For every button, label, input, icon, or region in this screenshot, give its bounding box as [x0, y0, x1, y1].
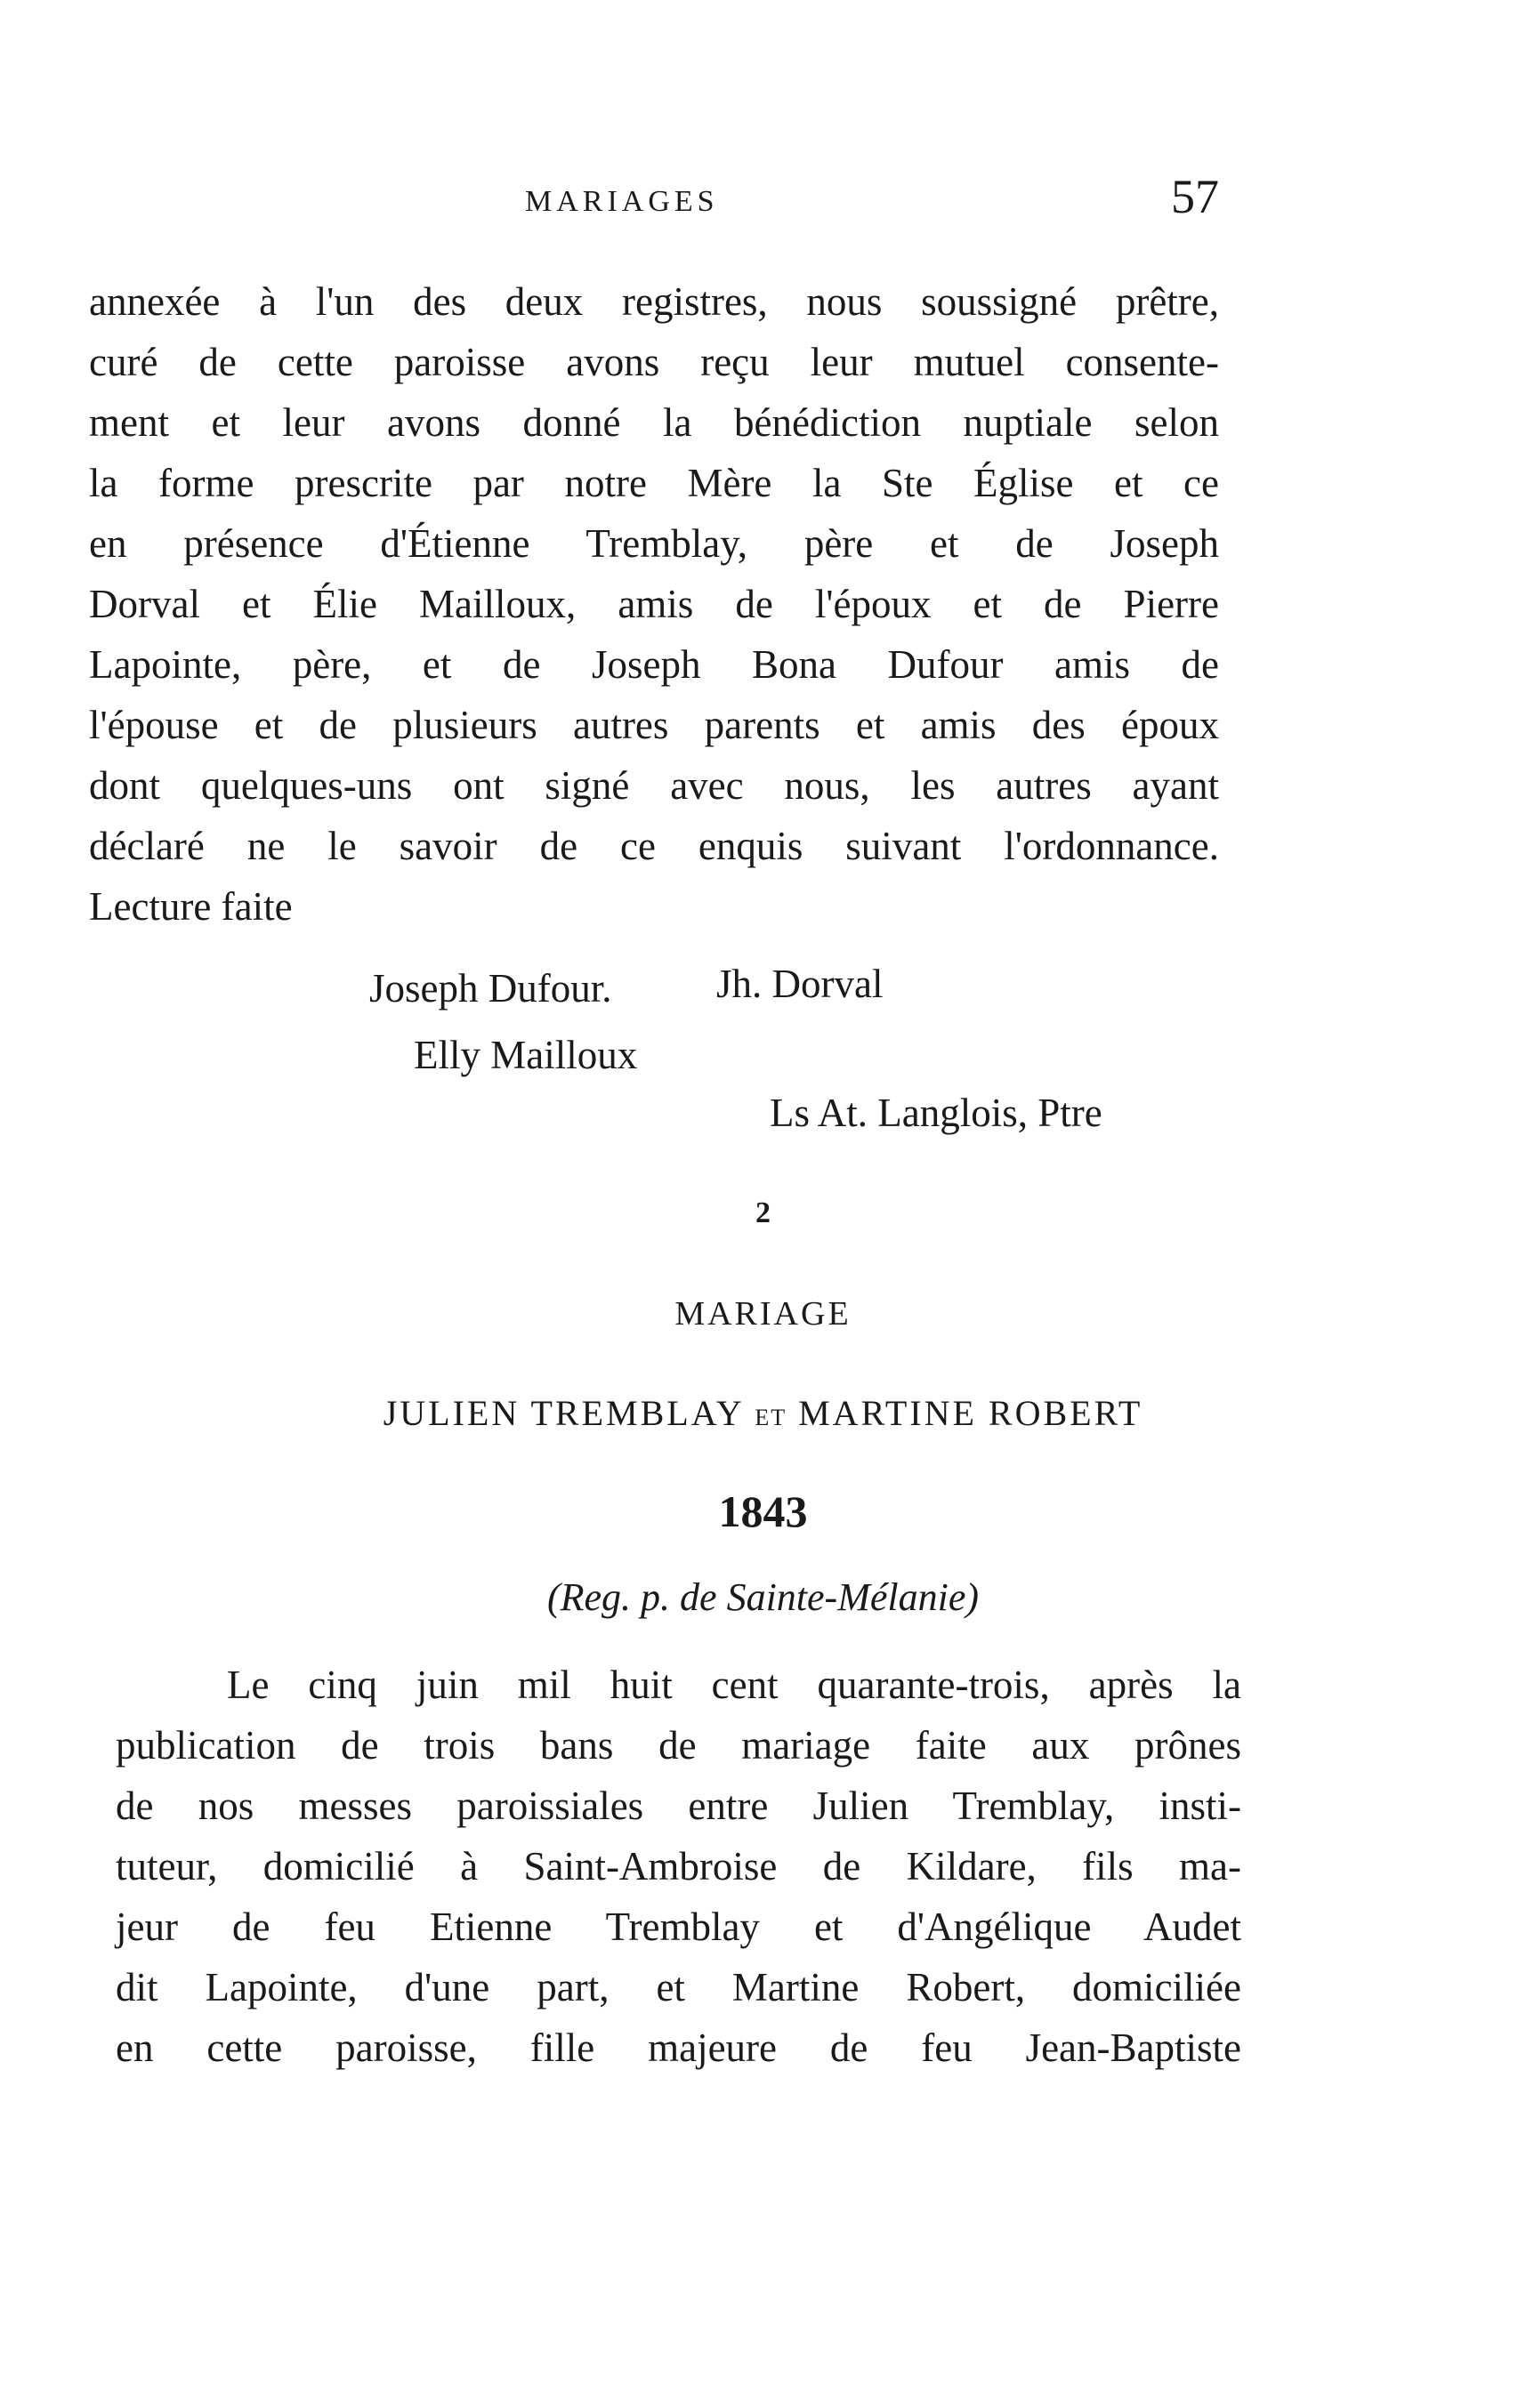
register-reference: (Reg. p. de Sainte-Mélanie): [546, 1575, 980, 1619]
text-line: ment et leur avons donné la bénédiction nuptiale selon: [89, 400, 1219, 445]
text-line: dit Lapointe, d'une part, et Martine Robert, domiciliée: [116, 1965, 1241, 2009]
text-line: en cette paroisse, fille majeure de feu Jean-Baptiste: [116, 2025, 1241, 2070]
text-line: de nos messes paroissiales entre Julien Tremblay, insti-: [116, 1784, 1241, 1828]
text-line-lecture: Lecture faite: [89, 884, 293, 929]
text-line: curé de cette paroisse avons reçu leur mutuel consente-: [89, 340, 1219, 384]
groom-name: JULIEN TREMBLAY: [383, 1393, 744, 1433]
text-line: tuteur, domicilié à Saint-Ambroise de Kildare, fils ma-: [116, 1844, 1241, 1889]
text-line: en présence d'Étienne Tremblay, père et de Joseph: [89, 521, 1219, 566]
signature-elly-mailloux: Elly Mailloux: [414, 1033, 638, 1077]
running-head: [89, 169, 1219, 231]
conjunction: ET: [755, 1405, 787, 1430]
text-line: déclaré ne le savoir de ce enquis suivant l'ordonnance.: [89, 824, 1219, 868]
entry-names-heading: [0, 1392, 1526, 1434]
text-line: la forme prescrite par notre Mère la Ste Église et ce: [89, 461, 1219, 505]
entry-body-text: [116, 1655, 1241, 2078]
text-line: l'épouse et de plusieurs autres parents et amis des époux: [89, 703, 1219, 747]
text-line: jeur de feu Etienne Tremblay et d'Angélique Audet: [116, 1905, 1241, 1949]
text-line: Dorval et Élie Mailloux, amis de l'époux et de Pierre: [89, 582, 1219, 626]
text-line: publication de trois bans de mariage faite aux prônes: [116, 1723, 1241, 1768]
entry-type-heading: MARIAGE: [674, 1295, 852, 1333]
signature-jh-dorval: Jh. Dorval: [716, 962, 884, 1006]
running-title: MARIAGES: [525, 185, 719, 218]
bride-name: MARTINE ROBERT: [798, 1393, 1143, 1433]
page-number: 57: [1171, 170, 1219, 223]
signature-langlois: Ls At. Langlois, Ptre: [770, 1091, 1102, 1135]
text-line: Le cinq juin mil huit cent quarante-trois, après la: [227, 1663, 1241, 1707]
text-line: dont quelques-uns ont signé avec nous, les autres ayant: [89, 763, 1219, 808]
signature-joseph-dufour: Joseph Dufour.: [369, 966, 612, 1011]
text-line: annexée à l'un des deux registres, nous soussigné prêtre,: [89, 279, 1219, 324]
text-line: Lapointe, père, et de Joseph Bona Dufour amis de: [89, 642, 1219, 687]
entry-number: 2: [755, 1196, 771, 1229]
continued-entry-text: [89, 271, 1219, 937]
entry-year: 1843: [718, 1486, 808, 1536]
